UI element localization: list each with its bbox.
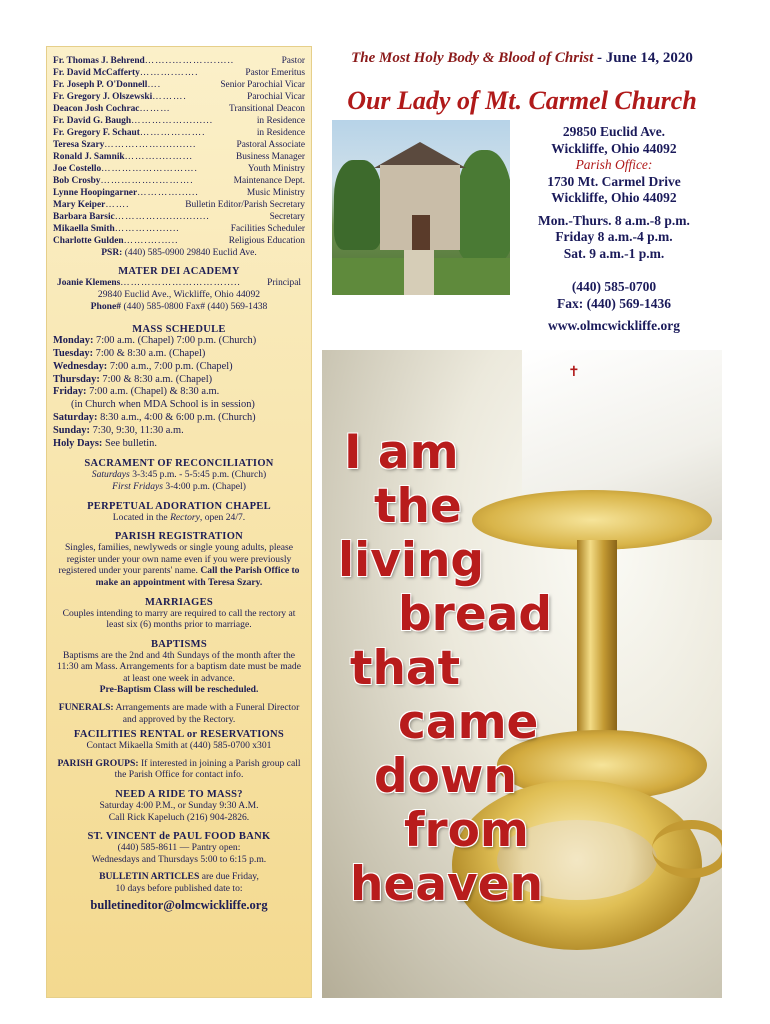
baptisms-title: BAPTISMS (150, 638, 208, 650)
staff-role: Business Manager (236, 152, 305, 162)
staff-name: Teresa Szary (53, 140, 105, 150)
staff-dots: …………....... (114, 224, 180, 234)
date-header (322, 50, 722, 67)
adoration-title: PERPETUAL ADORATION CHAPEL (87, 500, 271, 512)
ride-title: NEED A RIDE TO MASS? (115, 789, 243, 801)
feast-separator: - (593, 50, 606, 66)
registration-title: PARISH REGISTRATION (114, 531, 244, 543)
groups-label: PARISH GROUPS: (57, 757, 139, 769)
mass-day: Sunday: (53, 424, 90, 436)
staff-role: Music Ministry (246, 188, 305, 198)
staff-dots: ……… (139, 104, 171, 114)
quote-line: came (398, 695, 539, 750)
psr-label: PSR: (101, 248, 123, 258)
mater-address: 29840 Euclid Ave., Wickliffe, Ohio 44092 (97, 289, 261, 300)
mass-row (53, 386, 305, 399)
principal-role: Principal (267, 278, 301, 288)
funerals-label: FUNERALS: (58, 702, 114, 714)
adoration-text (53, 512, 305, 524)
mater-dei-title: MATER DEI ACADEMY (118, 266, 240, 277)
quote-line: from (404, 803, 529, 858)
staff-name: Fr. Gregory F. Schaut (53, 128, 140, 138)
mass-day: Wednesday: (53, 360, 108, 372)
mater-phone (53, 301, 305, 313)
registration-call: Call the Parish Office to make an appointment with Teresa Szary. (95, 565, 300, 588)
food-line-1: (440) 585-8611 — Pantry open: (117, 842, 241, 854)
psr-text: (440) 585-0900 29840 Euclid Ave. (124, 248, 257, 258)
office-hours-friday: Friday 8 a.m.-4 p.m. (555, 229, 673, 244)
bulletin-text (53, 871, 305, 883)
mass-time: 7:00 a.m. (Chapel) & 8:30 a.m. (89, 386, 220, 398)
registration-text (53, 542, 305, 588)
staff-name: Fr. Gregory J. Olszewski (53, 92, 153, 102)
mass-schedule (53, 335, 305, 450)
parish-website-link[interactable]: www.olmcwickliffe.org (548, 318, 680, 333)
food-title: ST. VINCENT de PAUL FOOD BANK (87, 831, 271, 843)
quote-line: bread (398, 587, 553, 642)
mass-time: (in Church when MDA School is in session) (71, 399, 255, 411)
mass-day: Monday: (53, 335, 94, 347)
quote-line: I am (344, 425, 459, 480)
quote-line: that (350, 641, 461, 696)
staff-name: Joe Costello (53, 164, 102, 174)
staff-row (53, 67, 305, 79)
bulletin-email-link[interactable]: bulletineditor@olmcwickliffe.org (90, 897, 268, 912)
church-photo (332, 120, 510, 295)
mass-row (53, 348, 305, 361)
mass-time: 8:30 a.m., 4:00 & 6:00 p.m. (Church) (100, 411, 256, 423)
staff-name: Mary Keiper (53, 200, 106, 210)
staff-dots: ……………..………. (100, 176, 194, 186)
chalice-stem (577, 540, 617, 760)
staff-row (53, 163, 305, 175)
staff-name: Fr. David McCafferty (53, 68, 140, 78)
adoration-post: , open 24/7. (199, 511, 246, 523)
quote-line: living (338, 533, 485, 588)
staff-row (53, 55, 305, 67)
scripture-quote (338, 426, 568, 912)
info-panel (46, 46, 312, 998)
staff-name: Fr. Thomas J. Behrend (53, 56, 145, 66)
principal-dots: …………………………..... (120, 278, 241, 288)
staff-role: Pastor (281, 56, 305, 66)
staff-dots: ……………......... (131, 116, 214, 126)
groups-body: If interested in joining a Parish group call the Parish Office for contact info. (114, 757, 301, 781)
staff-row (53, 91, 305, 103)
ciborium-handle (652, 820, 722, 878)
staff-role: Maintenance Dept. (233, 176, 305, 186)
staff-role: Parochial Vicar (247, 92, 305, 102)
staff-role: Senior Parochial Vicar (220, 80, 305, 90)
church-street: 29850 Euclid Ave. (562, 124, 666, 139)
feast-name: The Most Holy Body & Blood of Christ (351, 50, 594, 66)
ride-line-1: Saturday 4:00 P.M., or Sunday 9:30 A.M. (99, 800, 259, 812)
staff-name: Charlotte Gulden (53, 236, 124, 246)
cross-icon: ✝ (568, 365, 580, 380)
marriages-text: Couples intending to marry are required to call the rectory at least six (6) months prior to marriage. (62, 607, 296, 631)
church-city: Wickliffe, Ohio 44092 (551, 140, 677, 156)
bulletin-body: are due Friday, (201, 871, 259, 883)
food-line-2: Wednesdays and Thursdays 5:00 to 6:15 p.m. (91, 853, 267, 865)
marriages-title: MARRIAGES (144, 596, 214, 608)
mass-time: See bulletin. (104, 437, 157, 449)
staff-dots: …………...... (137, 188, 199, 198)
staff-role: in Residence (256, 128, 305, 138)
mater-principal-row (53, 277, 305, 289)
staff-role: Pastoral Associate (236, 140, 305, 150)
staff-dots: ……..………….….. (144, 56, 235, 66)
staff-dots: ………………………. (101, 164, 198, 174)
office-hours-weekday: Mon.-Thurs. 8 a.m.-8 p.m. (538, 212, 690, 228)
funerals-body: Arrangements are made with a Funeral Director and approved by the Rectory. (115, 702, 300, 725)
staff-row (53, 211, 305, 223)
staff-role: Transitional Deacon (229, 104, 305, 114)
mater-phone-text: (440) 585-0800 Fax# (440) 569-1438 (123, 300, 268, 312)
baptisms-body: Baptisms are the 2nd and 4th Sundays of the month after the 11:30 am Mass. Arrangements for a baptism date must be made at least one week in advance. (57, 649, 301, 684)
office-hours-saturday: Sat. 9 a.m.-1 p.m. (563, 245, 665, 261)
reconciliation-time-1: 3-3:45 p.m. - 5-5:45 p.m. (Church) (132, 469, 267, 481)
staff-row (53, 127, 305, 139)
staff-name: Bob Crosby (53, 176, 101, 186)
staff-dots: ……….……. (139, 68, 199, 78)
bulletin-label: BULLETIN ARTICLES (99, 871, 200, 883)
staff-role: Secretary (269, 212, 305, 222)
mass-row (53, 374, 305, 387)
staff-dots: ………………. (139, 128, 206, 138)
bulletin-line-2: 10 days before published date to: (115, 883, 243, 895)
staff-name: Deacon Josh Cochrac (53, 104, 140, 114)
staff-dots: ……….....…... (124, 152, 193, 162)
staff-row (53, 199, 305, 211)
baptisms-note: Pre-Baptism Class will be rescheduled. (99, 684, 259, 696)
facilities-text: Contact Mikaella Smith at (440) 585-0700 x301 (86, 740, 272, 752)
mass-time: 7:30, 9:30, 11:30 a.m. (92, 424, 184, 436)
quote-line: down (374, 749, 517, 804)
adoration-place: Rectory (170, 511, 200, 523)
church-name: Our Lady of Mt. Carmel Church (347, 86, 697, 115)
staff-dots: …….….….. (123, 236, 179, 246)
reconciliation-day-2: First Fridays (112, 480, 164, 492)
funerals-text (53, 702, 305, 725)
office-street: 1730 Mt. Carmel Drive (547, 173, 681, 189)
staff-name: Barbara Barsic (53, 212, 115, 222)
staff-name: Fr. David G. Baugh (53, 116, 132, 126)
mass-row (53, 438, 305, 451)
staff-row (53, 223, 305, 235)
adoration-pre: Located in the (112, 511, 168, 523)
facilities-title: FACILITIES RENTAL or RESERVATIONS (73, 729, 285, 741)
mass-day: Holy Days: (53, 437, 103, 449)
mass-day: Thursday: (53, 373, 100, 385)
staff-name: Lynne Hoopingarner (53, 188, 138, 198)
staff-role: Facilities Scheduler (230, 224, 305, 234)
psr-line (53, 248, 305, 258)
parish-phone: (440) 585-0700 (571, 279, 657, 294)
mass-time: 7:00 a.m., 7:00 p.m. (Chapel) (109, 360, 233, 372)
parish-contact (514, 279, 714, 335)
mass-day: Saturday: (53, 411, 98, 423)
staff-dots: ……. (105, 200, 130, 210)
quote-line: the (374, 479, 462, 534)
mass-row (53, 412, 305, 425)
mass-day: Friday: (53, 386, 87, 398)
office-label: Parish Office: (575, 157, 653, 172)
staff-row (53, 235, 305, 247)
staff-name: Ronald J. Samnik (53, 152, 125, 162)
mass-time: 7:00 & 8:30 a.m. (Chapel) (102, 373, 213, 385)
staff-role: in Residence (256, 116, 305, 126)
parish-address (514, 124, 714, 262)
mass-row (53, 361, 305, 374)
registration-body: Singles, families, newlyweds or single young adults, please register under your own name even if you were previously registered under your parents' name. (58, 542, 294, 577)
staff-row (53, 151, 305, 163)
staff-dots: …………................ (114, 212, 210, 222)
reconciliation-day-1: Saturdays (91, 469, 130, 481)
staff-row (53, 139, 305, 151)
parish-fax: Fax: (440) 569-1436 (557, 295, 671, 311)
mass-title: MASS SCHEDULE (132, 324, 226, 336)
reconciliation-line-1 (53, 469, 305, 481)
staff-dots: ……….……........... (104, 140, 197, 150)
staff-row (53, 79, 305, 91)
staff-role: Youth Ministry (247, 164, 305, 174)
staff-name: Mikaella Smith (53, 224, 115, 234)
baptisms-text (53, 650, 305, 696)
groups-text (53, 758, 305, 781)
staff-dots: ………. (152, 92, 187, 102)
quote-line: heaven (350, 857, 544, 912)
mass-time: 7:00 a.m. (Chapel) 7:00 p.m. (Church) (96, 335, 257, 347)
staff-directory (53, 55, 305, 247)
mass-time: 7:00 & 8:30 a.m. (Chapel) (95, 347, 206, 359)
staff-role: Pastor Emeritus (245, 68, 305, 78)
feast-date: June 14, 2020 (605, 50, 693, 66)
staff-name: Fr. Joseph P. O'Donnell (53, 80, 148, 90)
mass-row (53, 399, 305, 412)
staff-row (53, 103, 305, 115)
principal-name: Joanie Klemens (57, 278, 121, 288)
mass-row (53, 425, 305, 438)
staff-role: Religious Education (228, 236, 305, 246)
mass-row (53, 335, 305, 348)
ride-line-2: Call Rick Kapeluch (216) 904-2826. (108, 811, 250, 823)
reconciliation-time-2: 3-4:00 p.m. (Chapel) (165, 480, 246, 492)
staff-row (53, 187, 305, 199)
office-city: Wickliffe, Ohio 44092 (551, 190, 677, 205)
staff-dots: …. (147, 80, 162, 90)
staff-row (53, 115, 305, 127)
eucharist-artwork (322, 350, 722, 998)
reconciliation-line-2 (53, 481, 305, 493)
reconciliation-title: SACRAMENT OF RECONCILIATION (84, 458, 274, 470)
staff-row (53, 175, 305, 187)
mater-phone-label: Phone# (90, 300, 122, 312)
staff-role: Bulletin Editor/Parish Secretary (185, 200, 305, 210)
mass-day: Tuesday: (53, 347, 94, 359)
